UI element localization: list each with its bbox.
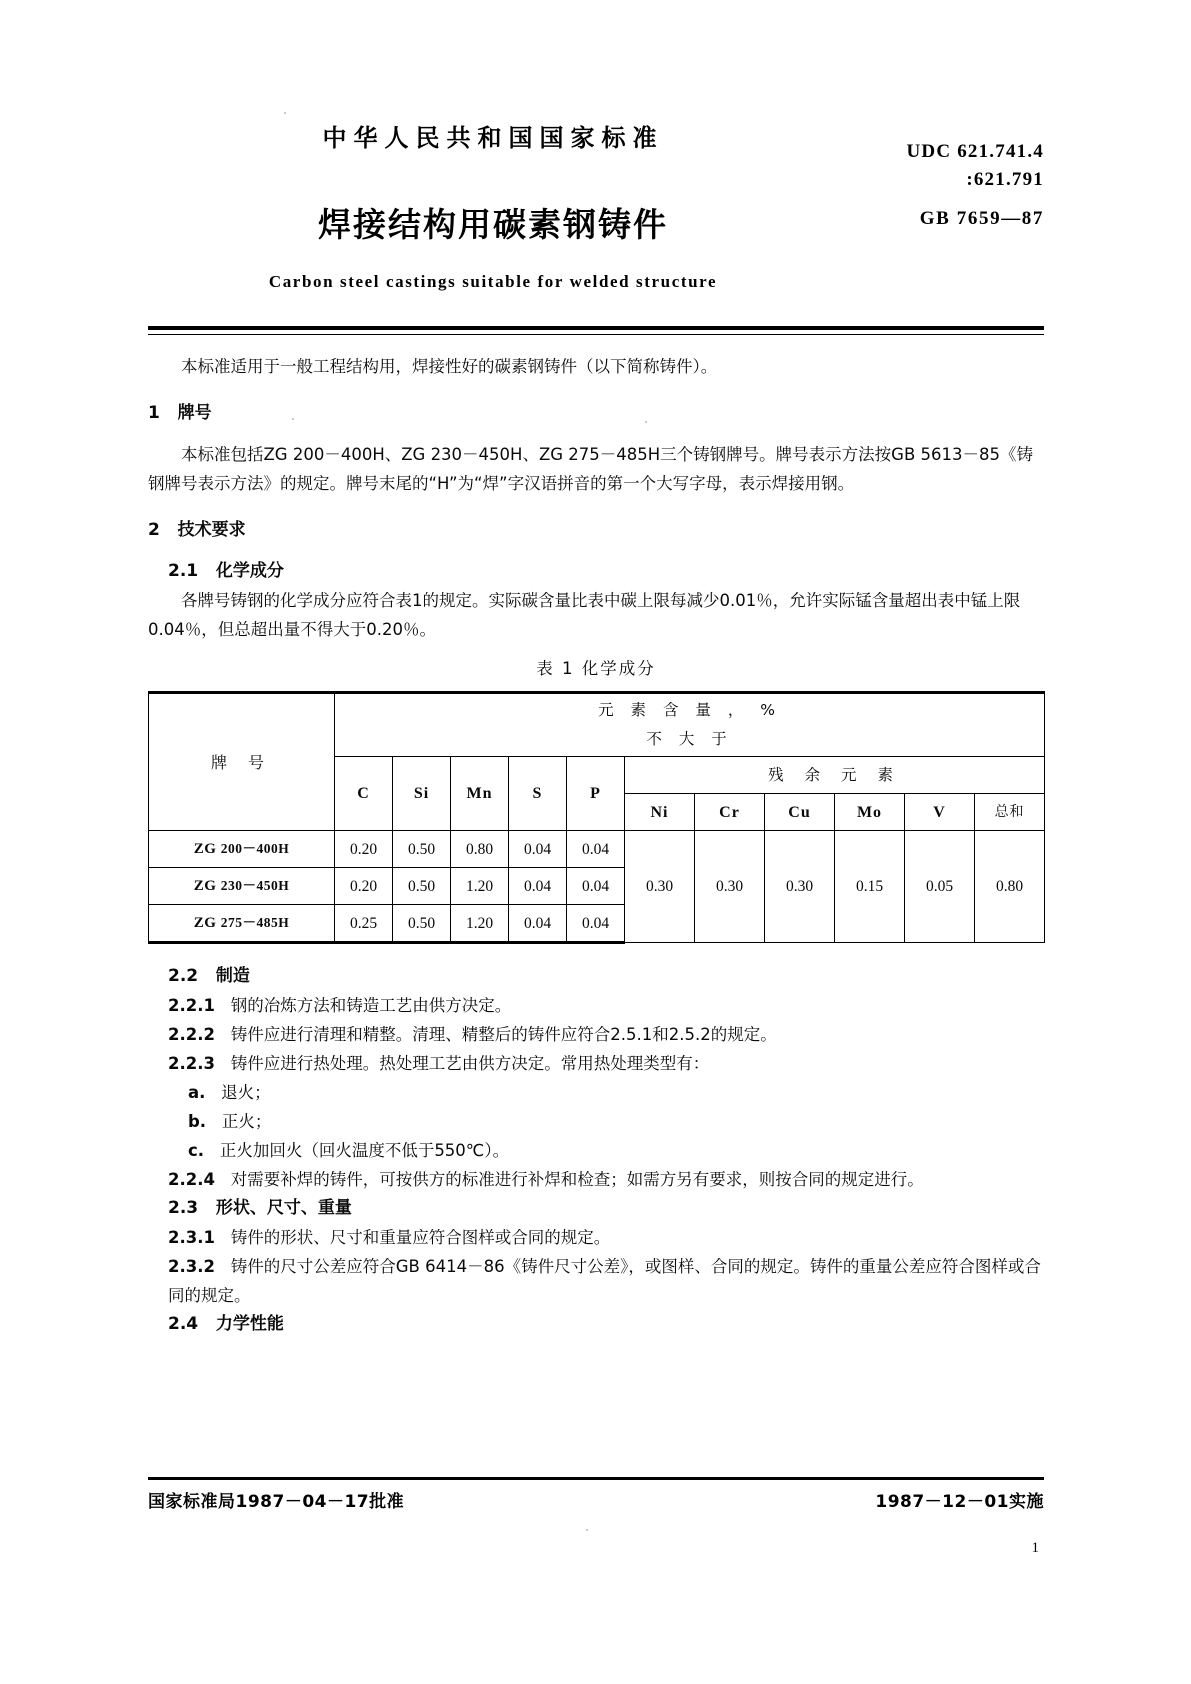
section-2-1-heading	[148, 557, 1044, 586]
group-title-line-1: 元 素 含 量 ， %	[598, 701, 781, 719]
section-2-2-4	[148, 1165, 1044, 1194]
page-number: 1	[1031, 1540, 1039, 1556]
cell-S: 0.04	[509, 868, 567, 905]
cell-Si: 0.50	[393, 868, 451, 905]
section-2-2-1-text: 钢的冶炼方法和铸造工艺由供方决定。	[230, 996, 512, 1015]
section-2-2-3	[148, 1049, 1044, 1078]
cell-S: 0.04	[509, 831, 567, 868]
cell-C: 0.20	[335, 868, 393, 905]
section-2-3-1-text: 铸件的形状、尺寸和重量应符合图样或合同的规定。	[230, 1228, 611, 1247]
section-2-3-1-number: 2.3.1	[168, 1228, 215, 1247]
section-2-4-number: 2.4	[168, 1314, 199, 1334]
section-2-4-heading	[148, 1310, 1044, 1339]
list-item-b-text: 正火；	[221, 1112, 272, 1131]
section-2-2-2-text: 铸件应进行清理和精整。清理、精整后的铸件应符合2.5.1和2.5.2的规定。	[230, 1025, 777, 1044]
document-title-cn: 焊接结构用碳素钢铸件	[318, 205, 668, 244]
table-header-total: 总和	[975, 794, 1045, 831]
section-2-2-heading	[148, 962, 1044, 991]
section-1-heading	[148, 399, 1044, 428]
cell-C: 0.20	[335, 831, 393, 868]
table-header-V: V	[905, 794, 975, 831]
scan-speck	[586, 1529, 588, 1531]
grade-prefix: ZG	[193, 878, 217, 894]
table-header-Cr: Cr	[695, 794, 765, 831]
table-header-S: S	[509, 757, 567, 831]
document-footer	[148, 1487, 1044, 1512]
standard-number: GB 7659—87	[919, 208, 1044, 229]
table-header-row-1	[149, 693, 1045, 757]
section-2-number: 2	[148, 520, 160, 540]
cell-P: 0.04	[567, 905, 625, 943]
cell-Mo: 0.15	[835, 831, 905, 943]
section-2-2-1	[148, 991, 1044, 1020]
list-item-a-text: 退火；	[221, 1083, 271, 1102]
document-header	[148, 118, 1044, 292]
row-grade	[149, 868, 335, 905]
implementation-text: 1987－12－01实施	[875, 1492, 1044, 1512]
section-2-1-paragraph: 各牌号铸钢的化学成分应符合表1的规定。实际碳含量比表中碳上限每减少0.01％，允许实际锰含量超出表中锰上限0.04％，但总超出量不得大于0.20％。	[148, 591, 1021, 639]
section-2-2-2-number: 2.2.2	[168, 1025, 215, 1044]
chemical-composition-table	[148, 691, 1045, 944]
footer-divider	[148, 1477, 1044, 1480]
list-item-a-label: a.	[188, 1083, 206, 1102]
list-item-b	[148, 1107, 1044, 1136]
header-divider-thin	[148, 334, 1044, 335]
grade-prefix: ZG	[193, 915, 217, 931]
cell-P: 0.04	[567, 868, 625, 905]
cell-Si: 0.50	[393, 905, 451, 943]
table-1-wrapper	[148, 691, 1044, 944]
table-header-Mn: Mn	[451, 757, 509, 831]
section-2-3-2-text: 铸件的尺寸公差应符合GB 6414－86《铸件尺寸公差》，或图样、合同的规定。铸件的重量公差应符合图样或合同的规定。	[168, 1257, 1041, 1305]
list-item-c	[148, 1136, 1044, 1165]
section-2-1-number: 2.1	[168, 561, 199, 581]
table-header-grade: 牌 号	[149, 693, 335, 831]
cell-Cr: 0.30	[695, 831, 765, 943]
table-header-group-title	[335, 693, 1045, 757]
section-2-3-1	[148, 1223, 1044, 1252]
table-header-P: P	[567, 757, 625, 831]
udc-line-2: :621.791	[966, 168, 1044, 190]
cell-Ni: 0.30	[625, 831, 695, 943]
section-2-3-2-number: 2.3.2	[168, 1257, 215, 1276]
section-1-number: 1	[148, 403, 160, 423]
cell-V: 0.05	[905, 831, 975, 943]
cell-Si: 0.50	[393, 831, 451, 868]
section-2-1-title: 化学成分	[215, 561, 284, 581]
grade-number: 200－400H	[220, 841, 290, 856]
table-header-residual-group: 残 余 元 素	[625, 757, 1045, 794]
approval-text: 国家标准局1987－04－17批准	[148, 1492, 405, 1512]
cell-C: 0.25	[335, 905, 393, 943]
document-body	[148, 352, 1044, 1339]
section-2-2-1-number: 2.2.1	[168, 996, 215, 1015]
section-2-2-number: 2.2	[168, 966, 199, 986]
cell-Mn: 1.20	[451, 905, 509, 943]
section-2-3-2	[148, 1252, 1044, 1310]
table-header-C: C	[335, 757, 393, 831]
udc-block	[906, 138, 1044, 193]
section-2-heading	[148, 516, 1044, 545]
section-2-2-4-text: 对需要补焊的铸件，可按供方的标准进行补焊和检查；如需方另有要求，则按合同的规定进行。	[230, 1170, 924, 1189]
scan-speck	[284, 112, 286, 114]
section-2-title: 技术要求	[177, 520, 246, 540]
cell-S: 0.04	[509, 905, 567, 943]
document-title-en: Carbon steel castings suitable for welded structure	[268, 272, 718, 291]
table-header-Si: Si	[393, 757, 451, 831]
list-item-c-label: c.	[188, 1141, 205, 1160]
section-2-2-3-text: 铸件应进行热处理。热处理工艺由供方决定。常用热处理类型有：	[230, 1054, 710, 1073]
grade-number: 230－450H	[220, 878, 290, 893]
udc-line-1: UDC 621.741.4	[906, 141, 1044, 162]
grade-number: 275－485H	[220, 915, 290, 930]
section-2-2-2	[148, 1020, 1044, 1049]
group-title-line-2: 不 大 于	[646, 730, 733, 748]
row-grade	[149, 831, 335, 868]
header-divider-thick	[148, 326, 1044, 330]
table-row	[149, 831, 1045, 868]
section-1-title: 牌号	[177, 403, 212, 423]
section-2-3-heading	[148, 1194, 1044, 1223]
cell-P: 0.04	[567, 831, 625, 868]
section-1-paragraph: 本标准包括ZG 200－400H、ZG 230－450H、ZG 275－485H三个铸钢牌号。牌号表示方法按GB 5613－85《铸钢牌号表示方法》的规定。牌号末尾的“H”为“焊”字汉语拼音的第一个大写字母，表示焊接用钢。	[148, 445, 1034, 493]
cell-Mn: 0.80	[451, 831, 509, 868]
table-header-Cu: Cu	[765, 794, 835, 831]
cell-Mn: 1.20	[451, 868, 509, 905]
section-2-3-number: 2.3	[168, 1198, 199, 1218]
cell-total: 0.80	[975, 831, 1045, 943]
national-standard-label: 中华人民共和国国家标准	[322, 124, 664, 152]
list-item-a	[148, 1078, 1044, 1107]
list-item-c-text: 正火加回火（回火温度不低于550℃）。	[219, 1141, 510, 1160]
list-item-b-label: b.	[188, 1112, 207, 1131]
table-header-Mo: Mo	[835, 794, 905, 831]
grade-prefix: ZG	[193, 841, 217, 857]
cell-Cu: 0.30	[765, 831, 835, 943]
section-2-2-3-number: 2.2.3	[168, 1054, 215, 1073]
section-2-3-title: 形状、尺寸、重量	[215, 1198, 352, 1218]
section-2-2-4-number: 2.2.4	[168, 1170, 215, 1189]
table-1-caption: 表 1 化学成分	[536, 659, 656, 678]
section-2-2-title: 制造	[215, 966, 250, 986]
row-grade	[149, 905, 335, 943]
section-2-4-title: 力学性能	[215, 1314, 284, 1334]
table-header-Ni: Ni	[625, 794, 695, 831]
scope-paragraph: 本标准适用于一般工程结构用，焊接性好的碳素钢铸件（以下简称铸件）。	[181, 357, 718, 376]
